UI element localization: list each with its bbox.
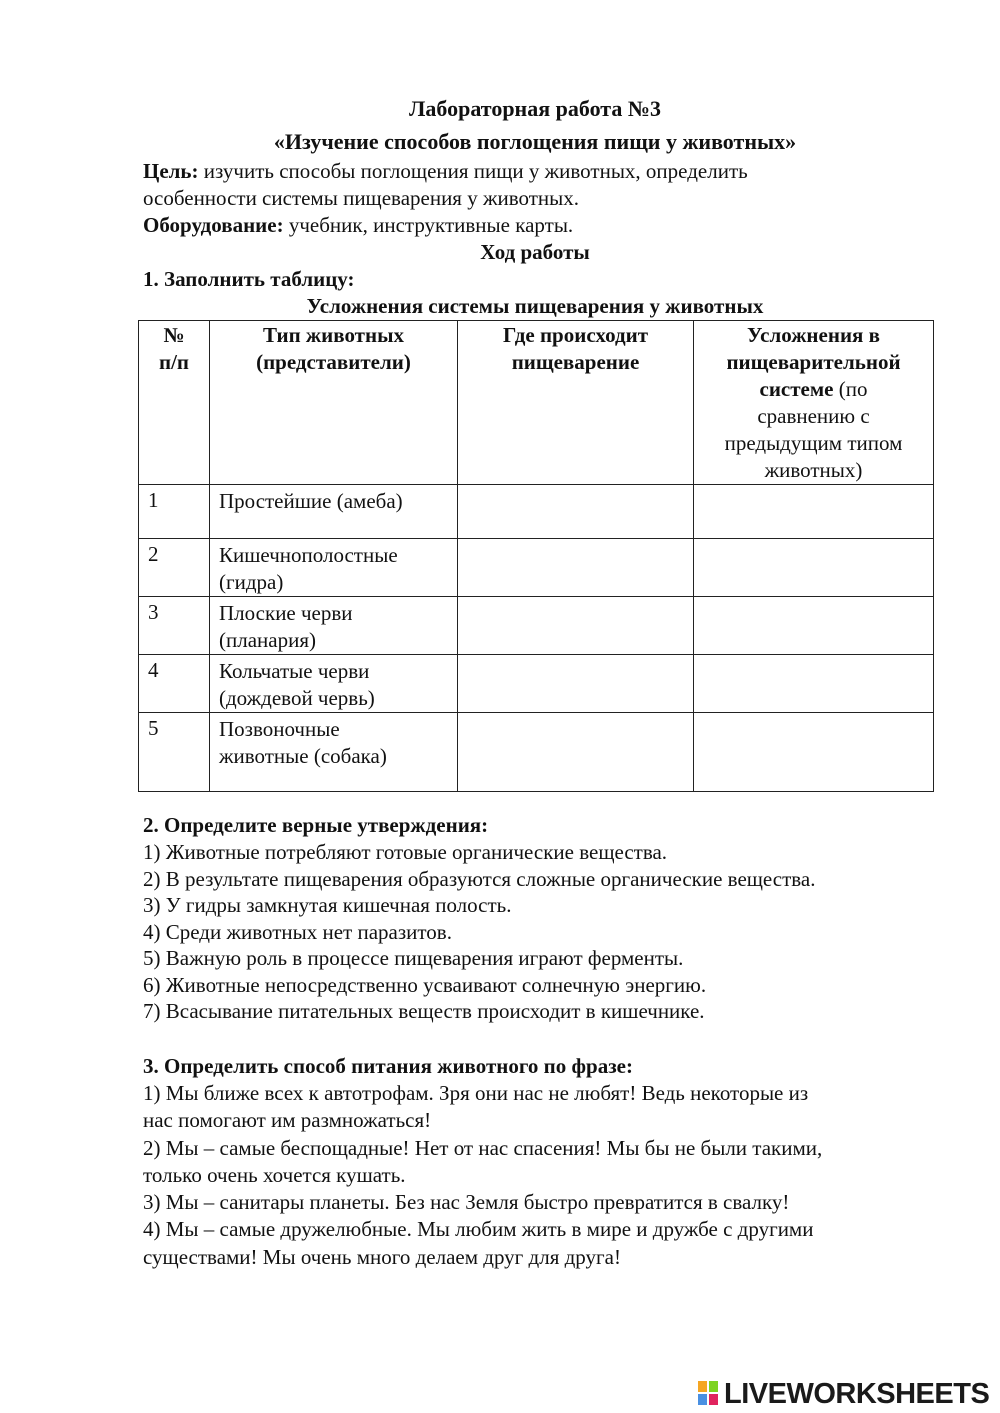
row-where-cell[interactable] [458, 713, 694, 792]
row-type [210, 485, 458, 539]
header-complexity-line: животных) [764, 458, 863, 482]
header-complexity-normal: (по [833, 377, 868, 401]
row-type-line: Простейшие (амеба) [219, 489, 403, 513]
row-where-cell[interactable] [458, 485, 694, 539]
table-header-row [139, 321, 934, 485]
task3-line: нас помогают им размножаться! [143, 1108, 432, 1132]
header-type [210, 321, 458, 485]
task2-item: 4) Среди животных нет паразитов. [143, 919, 452, 944]
logo-text: LIVEWORKSHEETS [724, 1377, 990, 1410]
header-num-line: п/п [158, 350, 190, 374]
row-type-line: животные (собака) [219, 744, 387, 768]
row-num: 5 [139, 713, 210, 792]
header-complexity-line [694, 376, 933, 403]
row-type [210, 655, 458, 713]
row-where-cell[interactable] [458, 539, 694, 597]
row-type [210, 539, 458, 597]
row-type-line: Позвоночные [219, 717, 340, 741]
header-where-line: пищеварение [511, 350, 640, 374]
task3-line: 1) Мы ближе всех к автотрофам. Зря они нас не любят! Ведь некоторые из [143, 1081, 809, 1105]
task2-item: 2) В результате пищеварения образуются сложные органические вещества. [143, 866, 816, 891]
row-type-line: Кишечнополостные [219, 543, 398, 567]
row-type-line: Кольчатые черви [219, 659, 370, 683]
header-num [139, 321, 210, 485]
logo-square-icon [698, 1381, 707, 1392]
row-type-line: (дождевой червь) [219, 686, 375, 710]
table-row [139, 485, 934, 539]
header-type-line: Тип животных [263, 323, 404, 347]
header-complexity-bold: системе [759, 377, 834, 401]
row-num: 4 [139, 655, 210, 713]
progress-heading: Ход работы [480, 240, 590, 264]
table-row [139, 655, 934, 713]
task2-item: 5) Важную роль в процессе пищеварения играют ферменты. [143, 946, 684, 970]
row-complexity-cell[interactable] [694, 485, 934, 539]
header-complexity-line: сравнению с [757, 404, 870, 428]
task2-item: 7) Всасывание питательных веществ происходит в кишечнике. [143, 999, 705, 1023]
task3-heading: 3. Определить способ питания животного по фразе: [143, 1054, 633, 1078]
row-complexity-cell[interactable] [694, 597, 934, 655]
row-where-cell[interactable] [458, 597, 694, 655]
logo-square-icon [709, 1381, 718, 1392]
table-row [139, 539, 934, 597]
task2-item: 6) Животные непосредственно усваивают солнечную энергию. [143, 972, 707, 997]
row-type-line: Плоские черви [219, 601, 353, 625]
row-type [210, 713, 458, 792]
row-num: 1 [139, 485, 210, 539]
title-line-1: Лабораторная работа №3 [409, 96, 661, 121]
row-type [210, 597, 458, 655]
task3-line: существами! Мы очень много делаем друг для друга! [143, 1244, 621, 1269]
liveworksheets-logo[interactable] [698, 1377, 990, 1410]
equipment-line [143, 212, 573, 238]
header-complexity-line: пищеварительной [726, 350, 901, 374]
row-type-line: (планария) [219, 628, 316, 652]
header-num-line: № [163, 323, 185, 347]
header-complexity-line: предыдущим типом [724, 431, 903, 455]
task1-heading: 1. Заполнить таблицу: [143, 267, 355, 291]
table-row [139, 713, 934, 792]
task2-heading: 2. Определите верные утверждения: [143, 813, 489, 837]
header-complexity-line: Усложнения в [746, 323, 881, 347]
row-type-line: (гидра) [219, 570, 284, 594]
row-where-cell[interactable] [458, 655, 694, 713]
table-caption: Усложнения системы пищеварения у животных [306, 294, 764, 318]
row-complexity-cell[interactable] [694, 655, 934, 713]
goal-line-2: особенности системы пищеварения у животных. [143, 186, 579, 210]
equipment-label: Оборудование: [143, 213, 284, 237]
task3-line: 3) Мы – санитары планеты. Без нас Земля быстро превратится в свалку! [143, 1190, 790, 1214]
task3-line: 2) Мы – самые беспощадные! Нет от нас спасения! Мы бы не были такими, [143, 1135, 823, 1160]
goal-text-1: изучить способы поглощения пищи у животных, определить [198, 159, 748, 183]
row-complexity-cell[interactable] [694, 713, 934, 792]
header-where [458, 321, 694, 485]
logo-square-icon [709, 1394, 718, 1405]
task2-item: 3) У гидры замкнутая кишечная полость. [143, 893, 512, 917]
digestion-table [138, 320, 934, 792]
task3-line: только очень хочется кушать. [143, 1162, 406, 1187]
title-line-2: «Изучение способов поглощения пищи у животных» [273, 129, 797, 154]
header-complexity [694, 321, 934, 485]
row-complexity-cell[interactable] [694, 539, 934, 597]
logo-mark-icon [698, 1381, 720, 1407]
goal-label: Цель: [143, 159, 199, 183]
row-num: 2 [139, 539, 210, 597]
logo-square-icon [698, 1394, 707, 1405]
header-where-line: Где происходит [502, 323, 649, 347]
goal-line-1 [143, 158, 748, 184]
header-type-line: (представители) [256, 350, 411, 374]
equipment-text: учебник, инструктивные карты. [283, 213, 574, 237]
table-row [139, 597, 934, 655]
row-num: 3 [139, 597, 210, 655]
task3-line: 4) Мы – самые дружелюбные. Мы любим жить в мире и дружбе с другими [143, 1217, 814, 1241]
task2-item: 1) Животные потребляют готовые органические вещества. [143, 840, 668, 864]
